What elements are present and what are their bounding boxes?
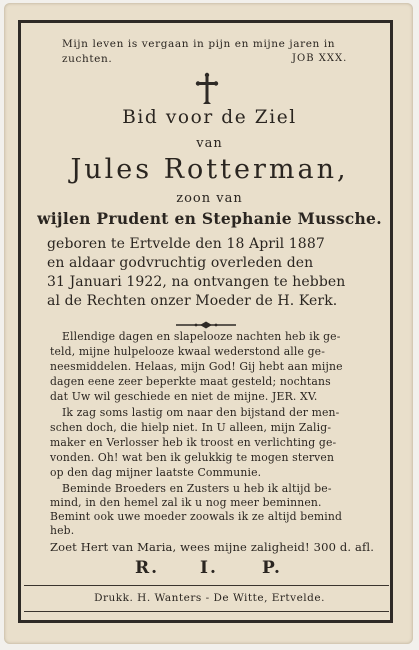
biography-line: en aldaar godvruchtig overleden den (47, 255, 314, 271)
heading-bid: Bid voor de Ziel (122, 107, 297, 128)
rip-letter: P. (262, 558, 282, 578)
rip-letter: R. (135, 558, 160, 578)
text-line: schen doch, die hielp niet. In U alleen, mijn Zalig- (50, 421, 332, 434)
text-line: Ellendige dagen en slapelooze nachten heb ik ge- (62, 330, 341, 343)
epigraph-reference: JOB XXX. (292, 53, 348, 64)
biography-line: 31 Januari 1922, na ontvangen te hebben (47, 274, 346, 290)
text-line: mind, in den hemel zal ik u nog meer beminnen. (50, 496, 322, 509)
deceased-name: Jules Rotterman, (70, 154, 349, 185)
text-line: teld, mijne hulpelooze kwaal wederstond alle ge- (50, 345, 326, 358)
printer-credit: Drukk. H. Wanters - De Witte, Ertvelde. (94, 592, 325, 604)
epigraph-line-2: zuchten. (62, 53, 113, 65)
text-line: op den dag mijner laatste Communie. (50, 466, 262, 479)
biography-line: al de Rechten onzer Moeder de H. Kerk. (47, 293, 338, 309)
biography-line: geboren te Ertvelde den 18 April 1887 (47, 236, 325, 252)
rip-letter: I. (200, 558, 218, 578)
prayer-line: Zoet Hert van Maria, wees mijne zaligheid! 300 d. afl. (50, 540, 375, 554)
divider-line (24, 611, 389, 612)
text-line: Ik zag soms lastig om naar den bijstand der men- (62, 406, 340, 419)
cross-icon (195, 72, 219, 106)
heading-zoon-van: zoon van (176, 191, 243, 206)
text-line: maker en Verlosser heb ik troost en verlichting ge- (50, 436, 337, 449)
heading-van: van (196, 136, 223, 151)
divider-line (24, 585, 389, 586)
epigraph-line-1: Mijn leven is vergaan in pijn en mijne jaren in (62, 38, 336, 50)
text-line: dagen eene zeer beperkte maat gesteld; nochtans (50, 375, 331, 388)
text-line: neesmiddelen. Helaas, mijn God! Gij hebt aan mijne (50, 360, 343, 373)
text-line: Beminde Broeders en Zusters u heb ik altijd be- (62, 482, 332, 495)
text-line: heb. (50, 524, 75, 537)
ornament-divider (174, 320, 238, 330)
text-line: vonden. Oh! wat ben ik gelukkig te mogen sterven (50, 451, 335, 464)
text-line: dat Uw wil geschiede en niet de mijne. JER. XV. (50, 390, 318, 403)
text-line: Bemint ook uwe moeder zoowals ik ze altijd bemind (50, 510, 343, 523)
parents-names: wijlen Prudent en Stephanie Mussche. (37, 209, 382, 228)
